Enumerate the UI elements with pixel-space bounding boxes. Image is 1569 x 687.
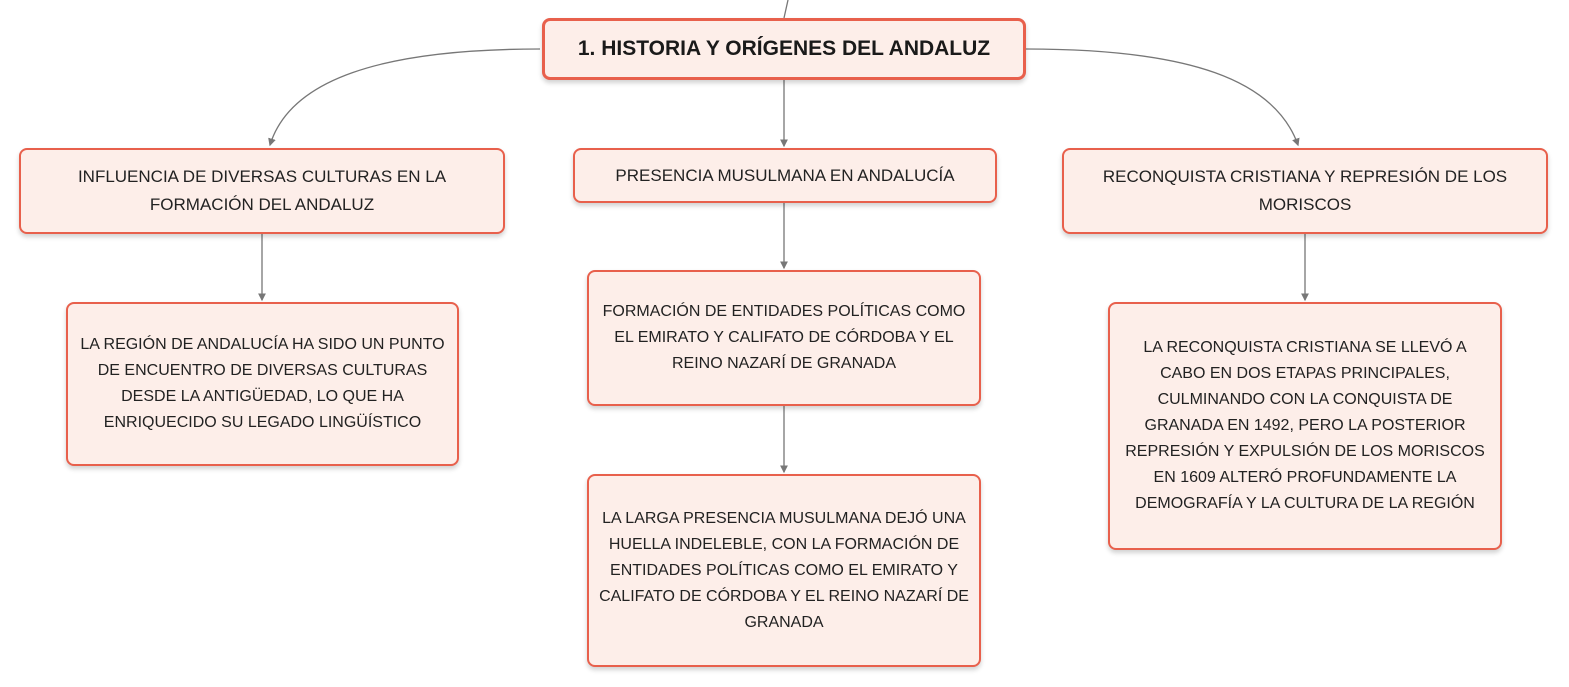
- connector-root-to-branch-1: [270, 49, 540, 145]
- root-topic-label: 1. HISTORIA Y ORÍGENES DEL ANDALUZ: [577, 37, 991, 60]
- detail-topic-political-entities[interactable]: [587, 270, 981, 406]
- connector-parent-to-root: [784, 0, 788, 18]
- branch-topic-cultures[interactable]: [19, 148, 505, 234]
- detail-topic-label: FORMACIÓN DE ENTIDADES POLÍTICAS COMO EL EMIRATO Y CALIFATO DE CÓRDOBA Y EL REINO NAZARÍ DE GRANADA: [602, 303, 966, 372]
- branch-topic-muslim-presence[interactable]: [573, 148, 997, 203]
- branch-topic-label: RECONQUISTA CRISTIANA Y REPRESIÓN DE LOS MORISCOS: [1102, 167, 1508, 214]
- branch-topic-label: PRESENCIA MUSULMANA EN ANDALUCÍA: [615, 165, 955, 185]
- root-topic[interactable]: [542, 18, 1026, 80]
- connector-root-to-branch-3: [1026, 49, 1298, 145]
- detail-topic-label: LA LARGA PRESENCIA MUSULMANA DEJÓ UNA HUELLA INDELEBLE, CON LA FORMACIÓN DE ENTIDADES POLÍTICAS COMO EL EMIRATO Y CALIFATO DE CÓRDOBA Y EL REINO NAZARÍ DE GRANADA: [599, 509, 969, 631]
- branch-topic-reconquista[interactable]: [1062, 148, 1548, 234]
- detail-topic-muslim-legacy[interactable]: [587, 474, 981, 667]
- branch-topic-label: INFLUENCIA DE DIVERSAS CULTURAS EN LA FORMACIÓN DEL ANDALUZ: [77, 167, 447, 214]
- detail-topic-cultures[interactable]: [66, 302, 459, 466]
- detail-topic-label: LA RECONQUISTA CRISTIANA SE LLEVÓ A CABO EN DOS ETAPAS PRINCIPALES, CULMINANDO CON LA CONQUISTA DE GRANADA EN 1492, PERO LA POSTERIOR REPRESIÓN Y EXPULSIÓN DE LOS MORISCOS EN 1609 ALTERÓ PROFUNDAMENTE LA DEMOGRAFÍA Y LA CULTURA DE LA REGIÓN: [1125, 339, 1485, 512]
- detail-topic-reconquista[interactable]: [1108, 302, 1502, 550]
- detail-topic-label: LA REGIÓN DE ANDALUCÍA HA SIDO UN PUNTO DE ENCUENTRO DE DIVERSAS CULTURAS DESDE LA ANTIGÜEDAD, LO QUE HA ENRIQUECIDO SU LEGADO LINGÜÍSTICO: [80, 336, 445, 431]
